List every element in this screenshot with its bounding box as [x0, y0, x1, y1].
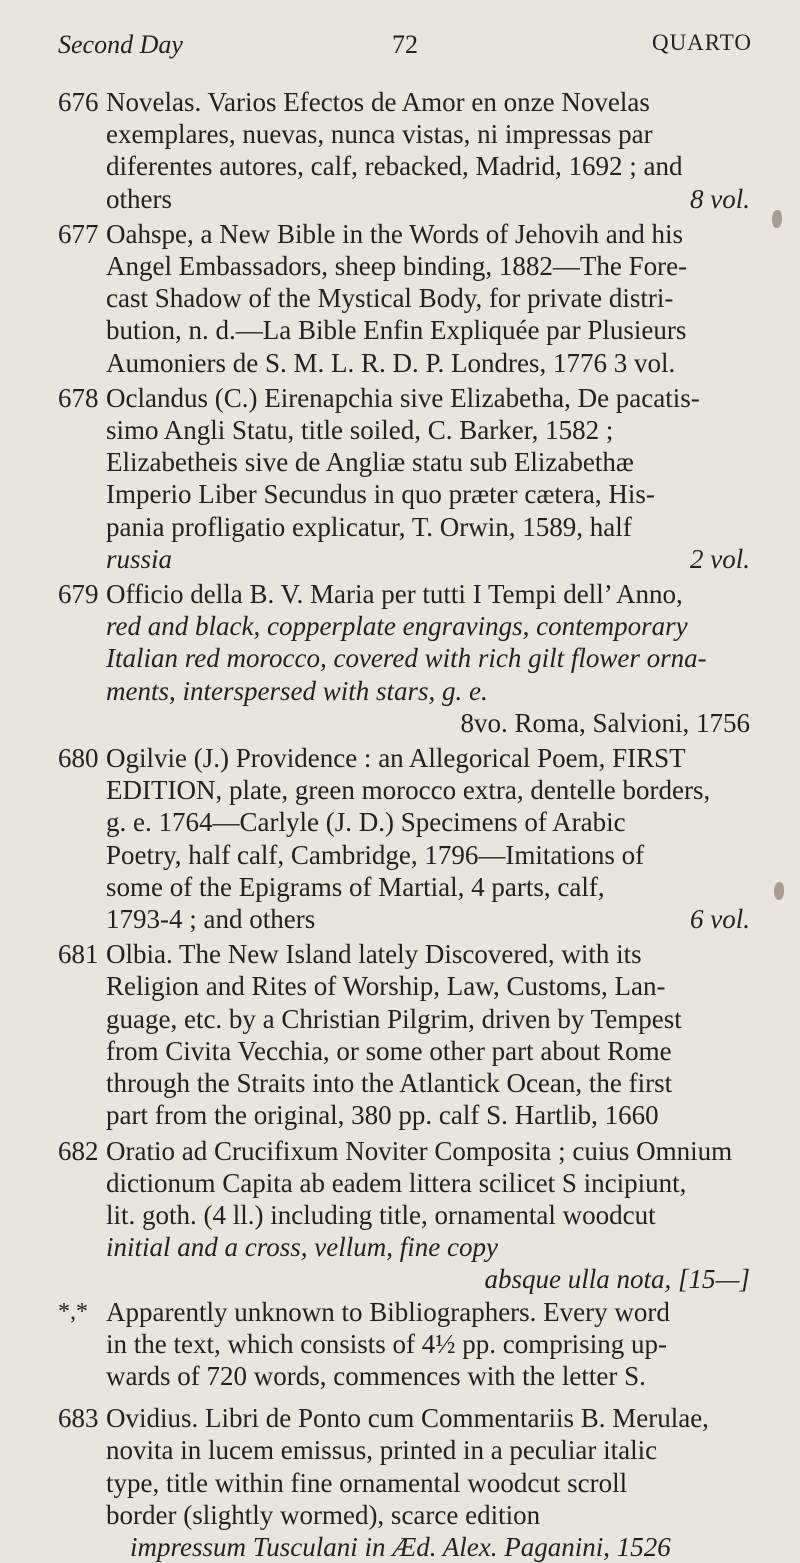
catalogue-entry-683 [58, 1402, 750, 1563]
entry-line: guage, etc. by a Christian Pilgrim, driven by Tempest [106, 1003, 682, 1034]
entry-line: Elizabetheis sive de Angliæ statu sub Elizabethæ [106, 447, 634, 478]
paper-mark [774, 882, 784, 900]
lot-number: 682 [58, 1135, 99, 1166]
entry-line: in the text, which consists of 4½ pp. comprising up- [106, 1328, 667, 1359]
entry-line: from Civita Vecchia, or some other part about Rome [106, 1035, 672, 1066]
entry-line: Oclandus (C.) Eirenapchia sive Elizabetha, De pacatis- [106, 382, 700, 413]
entry-last-line [106, 903, 750, 935]
entry-text [106, 938, 750, 1131]
entry-text [106, 1135, 750, 1296]
paper-mark [772, 210, 782, 228]
entry-line: Italian red morocco, covered with rich gilt flower orna- [106, 643, 707, 674]
entry-line: some of the Epigrams of Martial, 4 parts, calf, [106, 871, 605, 902]
lot-number: 679 [58, 579, 99, 610]
entry-line: Officio della B. V. Maria per tutti I Tempi dell’ Anno, [106, 579, 683, 610]
entry-line: bution, n. d.—La Bible Enfin Expliquée par Plusieurs [106, 315, 687, 346]
entry-volume: 2 vol. [690, 543, 750, 574]
entry-line: simo Angli Statu, title soiled, C. Barker, 1582 ; [106, 415, 614, 446]
entry-line: initial and a cross, vellum, fine copy [106, 1232, 498, 1263]
entry-last-line [106, 183, 750, 215]
lot-number: 676 [58, 87, 99, 117]
lot-number: 677 [58, 218, 99, 249]
entry-line: through the Straits into the Atlantick Ocean, the first [106, 1068, 673, 1099]
entry-line: Poetry, half calf, Cambridge, 1796—Imitations of [106, 839, 645, 870]
entry-line: wards of 720 words, commences with the letter S. [106, 1360, 646, 1391]
note-text [106, 1296, 750, 1393]
catalogue-entry-678 [58, 382, 750, 575]
lot-number: 683 [58, 1403, 99, 1434]
note-asterism: *,* [58, 1298, 88, 1325]
catalogue-entry-676 [58, 86, 750, 215]
entry-line: Apparently unknown to Bibliographers. Every word [106, 1296, 670, 1327]
entry-imprint: absque ulla nota, [15—] [484, 1264, 750, 1295]
entry-line: dictionum Capita ab eadem littera scilicet S incipiunt, [106, 1167, 687, 1198]
entry-last-line [106, 543, 750, 575]
entry-line: Ogilvie (J.) Providence : an Allegorical Poem, FIRST [106, 743, 686, 774]
entry-line: Angel Embassadors, sheep binding, 1882—The Fore- [106, 251, 688, 282]
catalogue-entry-680 [58, 742, 750, 935]
entry-line: Oratio ad Crucifixum Noviter Composita ; cuius Omnium [106, 1135, 733, 1166]
entry-text [106, 1402, 750, 1563]
entry-text [106, 382, 750, 575]
entry-line: Oahspe, a New Bible in the Words of Jehovih and his [106, 218, 683, 249]
entry-line: Olbia. The New Island lately Discovered, with its [106, 939, 642, 970]
entry-volume: 6 vol. [690, 904, 750, 935]
entry-line: red and black, copperplate engravings, contemporary [106, 611, 688, 642]
entry-line: 1793-4 ; and others [106, 904, 316, 935]
entry-line: pania profligatio explicatur, T. Orwin, 1589, half [106, 511, 632, 542]
entry-line: novita in lucem emissus, printed in a peculiar italic [106, 1435, 658, 1466]
entry-line: type, title within fine ornamental woodcut scroll [106, 1467, 628, 1498]
entry-line: g. e. 1764—Carlyle (J. D.) Specimens of Arabic [106, 807, 626, 838]
entry-line: Imperio Liber Secundus in quo præter cætera, His- [106, 479, 655, 510]
entry-line: border (slightly wormed), scarce edition [106, 1499, 541, 1530]
entry-volume: 8 vol. [690, 183, 750, 214]
entry-text [106, 218, 750, 379]
entry-line: others [106, 183, 172, 214]
entry-line: exemplares, nuevas, nunca vistas, ni impressas par [106, 119, 653, 150]
running-header [58, 30, 752, 64]
entry-imprint: 8vo. Roma, Salvioni, 1756 [460, 707, 750, 738]
entry-line: cast Shadow of the Mystical Body, for private distri- [106, 283, 674, 314]
catalogue-entry-682 [58, 1135, 750, 1296]
catalogue-entry-677 [58, 218, 750, 379]
entry-text [106, 578, 750, 739]
entry-line: Ovidius. Libri de Ponto cum Commentariis B. Merulae, [106, 1403, 709, 1434]
lot-number: 678 [58, 382, 99, 413]
entry-line: lit. goth. (4 ll.) including title, ornamental woodcut [106, 1199, 656, 1230]
header-format-label: QUARTO [651, 30, 752, 55]
entry-line: EDITION, plate, green morocco extra, dentelle borders, [106, 775, 711, 806]
entry-line: diferentes autores, calf, rebacked, Madrid, 1692 ; and [106, 151, 683, 182]
entry-text [106, 742, 750, 935]
catalogue-entries [58, 86, 750, 1563]
entry-line: russia [106, 543, 173, 574]
entry-line: Aumoniers de S. M. L. R. D. P. Londres, 1776 3 vol. [106, 347, 676, 378]
header-section-label: Second Day [58, 30, 183, 59]
entry-text [106, 86, 750, 215]
lot-number: 681 [58, 939, 99, 970]
catalogue-note [58, 1296, 750, 1393]
entry-line: Novelas. Varios Efectos de Amor en onze Novelas [106, 87, 650, 117]
catalogue-entry-679 [58, 578, 750, 739]
catalogue-entry-681 [58, 938, 750, 1131]
entry-line: ments, interspersed with stars, g. e. [106, 675, 488, 706]
entry-line: impressum Tusculani in Æd. Alex. Paganini, 1526 [130, 1531, 671, 1562]
entry-line: Religion and Rites of Worship, Law, Customs, Lan- [106, 971, 666, 1002]
entry-line: part from the original, 380 pp. calf S. Hartlib, 1660 [106, 1100, 659, 1131]
lot-number: 680 [58, 743, 99, 774]
header-page-number: 72 [392, 30, 418, 59]
